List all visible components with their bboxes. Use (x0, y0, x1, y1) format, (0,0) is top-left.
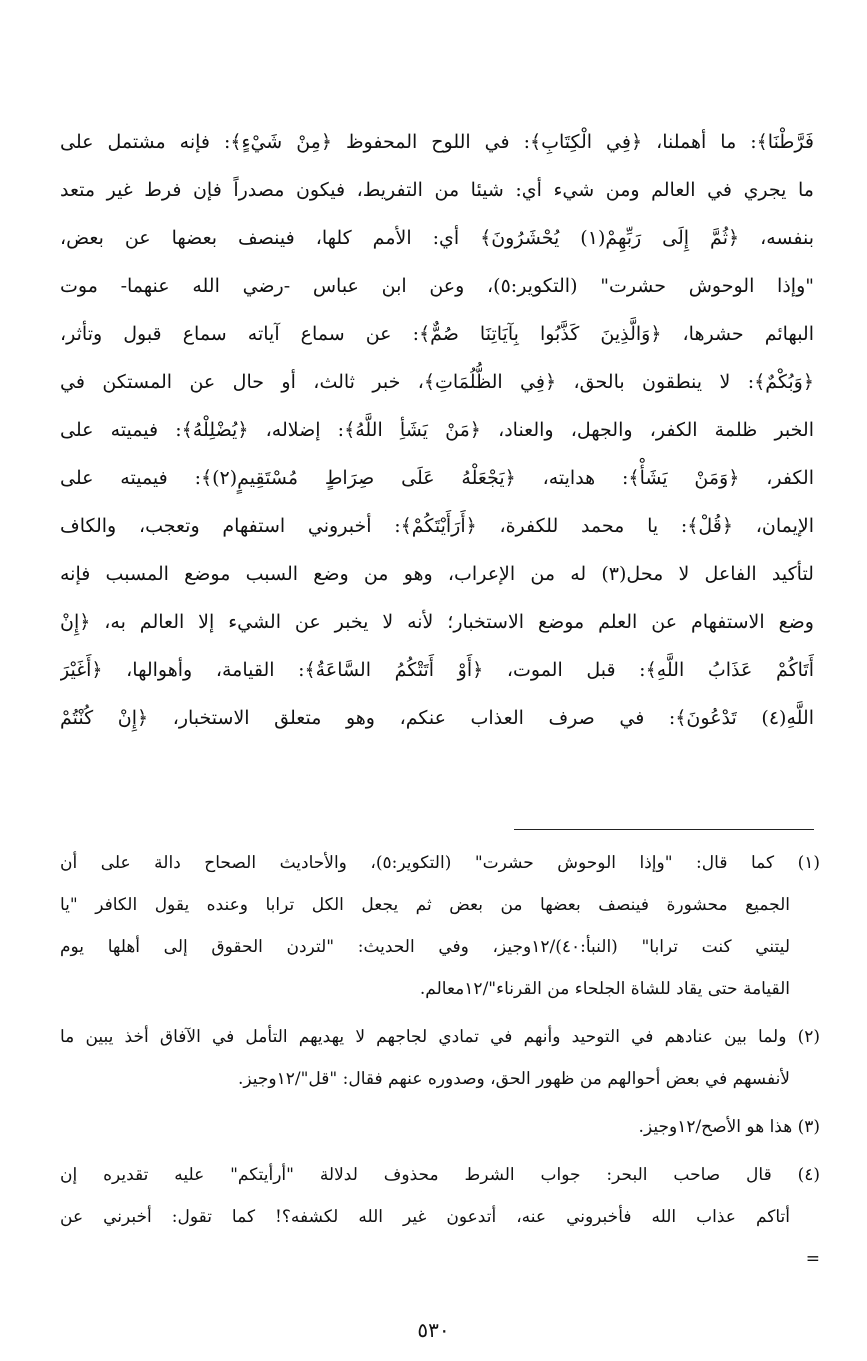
footnote-line: أتاكم عذاب الله فأخبروني عنه، أتدعون غير الله لكشفه؟! كما تقول: أخبرني عن (60, 1207, 790, 1227)
text-line: فَرَّطْنَا﴾: ما أهملنا، ﴿فِي الْكِتَابِ﴾: في اللوح المحفوظ ﴿مِنْ شَيْءٍ﴾: فإنه مشتمل على (60, 131, 814, 153)
text-line: الإيمان، ﴿قُلْ﴾: يا محمد للكفرة، ﴿أَرَأَيْتَكُمْ﴾: أخبروني استفهام وتعجب، والكاف (60, 515, 814, 537)
page-number: ٥٣٠ (417, 1318, 450, 1342)
footnote-line: (٢) ولما بين عنادهم في التوحيد وأنهم في تمادي لجاجهم لا يهديهم التأمل في الآفاق أخذ يبين ما (60, 1027, 820, 1047)
footnote-line: (٣) هذا هو الأصح/١٢وجيز. (638, 1117, 820, 1137)
footnote-continuation-mark: = (805, 1249, 820, 1269)
footnote-divider (514, 829, 814, 830)
footnote-line: ليتني كنت ترابا" (النبأ:٤٠)/١٢وجيز، وفي الحديث: "لتردن الحقوق إلى أهلها يوم (60, 937, 790, 957)
text-line: "وإذا الوحوش حشرت" (التكوير:٥)، وعن ابن عباس -رضي الله عنهما- موت (60, 275, 814, 297)
text-line: البهائم حشرها، ﴿وَالَّذِينَ كَذَّبُوا بِآيَاتِنَا صُمٌّ﴾: عن سماع آياته سماع قبول وتأثر، (60, 323, 814, 345)
footnote-line: الجميع محشورة فينصف بعضها من بعض ثم يجعل الكل ترابا وعنده يقول الكافر "يا (60, 895, 790, 915)
footnote-line: (١) كما قال: "وإذا الوحوش حشرت" (التكوير:٥)، والأحاديث الصحاح دالة على أن (60, 853, 820, 873)
text-line: أَتَاكُمْ عَذَابُ اللَّهِ﴾: قبل الموت، ﴿أَوْ أَتَتْكُمُ السَّاعَةُ﴾: القيامة، وأهوالها، ﴿أَغَيْرَ (60, 659, 814, 681)
footnotes (60, 842, 820, 1280)
text-line: الخبر ظلمة الكفر، والجهل، والعناد، ﴿مَنْ يَشَأِ اللَّهُ﴾: إضلاله، ﴿يُضْلِلْهُ﴾: فيميته على (60, 419, 814, 441)
footnote-1 (60, 842, 820, 1010)
main-text (60, 118, 814, 742)
footnote-line: لأنفسهم في بعض أحوالهم من ظهور الحق، وصدوره عنهم فقال: "قل"/١٢وجيز. (237, 1069, 790, 1089)
text-line: ﴿وَبُكْمٌ﴾: لا ينطقون بالحق، ﴿فِي الظُّلُمَاتِ﴾، خبر ثالث، أو حال عن المستكن في (60, 371, 814, 393)
text-line: ما يجري في العالم ومن شيء أي: شيئا من التفريط، فيكون مصدراً فإن فرط غير متعد (60, 179, 814, 201)
text-line: لتأكيد الفاعل لا محل(٣) له من الإعراب، وهو من وضع السبب موضع المسبب فإنه (60, 563, 814, 585)
text-line: الكفر، ﴿وَمَنْ يَشَأْ﴾: هدايته، ﴿يَجْعَلْهُ عَلَى صِرَاطٍ مُسْتَقِيمٍ(٢)﴾: فيميته على (60, 467, 814, 489)
footnote-2 (60, 1016, 820, 1100)
footnote-3 (60, 1106, 820, 1148)
footnote-line: (٤) قال صاحب البحر: جواب الشرط محذوف لدلالة "أرأيتكم" عليه تقديره إن (60, 1165, 820, 1185)
text-line: بنفسه، ﴿ثُمَّ إِلَى رَبِّهِمْ(١) يُحْشَرُونَ﴾ أي: الأمم كلها، فينصف بعضها عن بعض، (60, 227, 814, 249)
footnote-line: القيامة حتى يقاد للشاة الجلحاء من القرناء"/١٢معالم. (419, 979, 790, 999)
text-line: اللَّهِ(٤) تَدْعُونَ﴾: في صرف العذاب عنكم، وهو متعلق الاستخبار، ﴿إِنْ كُنْتُمْ (60, 707, 814, 729)
text-line: وضع الاستفهام عن العلم موضع الاستخبار؛ لأنه لا يخبر عن الشيء إلا العالم به، ﴿إِنْ (60, 611, 814, 633)
footnote-4 (60, 1154, 820, 1280)
